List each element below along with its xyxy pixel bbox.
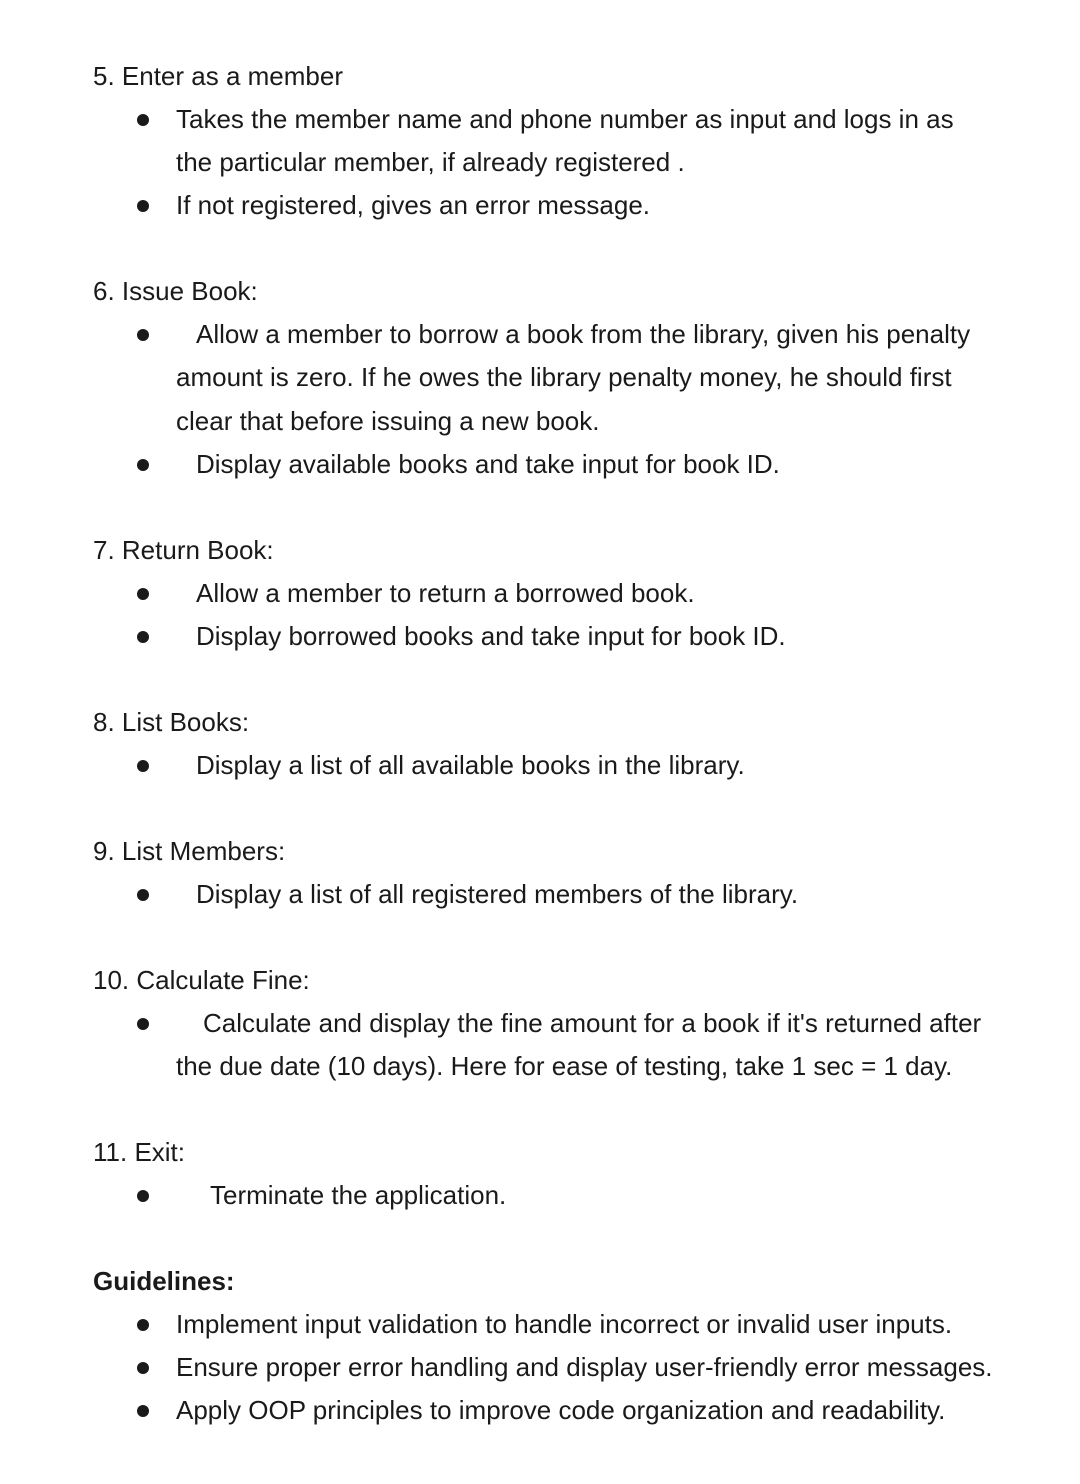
bullet-icon	[137, 329, 149, 341]
guideline-text: Ensure proper error handling and display user-friendly error messages.	[176, 1352, 993, 1382]
section-heading-exit: 11. Exit:	[93, 1137, 186, 1167]
bullet-icon	[137, 889, 149, 901]
bullet-text: Display borrowed books and take input for book ID.	[196, 621, 786, 651]
bullet-icon	[137, 114, 149, 126]
guideline-text: Apply OOP principles to improve code organization and readability.	[176, 1395, 946, 1425]
guideline-text: Implement input validation to handle incorrect or invalid user inputs.	[176, 1309, 953, 1339]
bullet-text: Display a list of all available books in the library.	[196, 750, 745, 780]
bullet-icon	[137, 1319, 149, 1331]
bullet-icon	[137, 631, 149, 643]
section-heading-list-members: 9. List Members:	[93, 836, 286, 866]
bullet-icon	[137, 760, 149, 772]
section-heading-calculate-fine: 10. Calculate Fine:	[93, 965, 310, 995]
bullet-text: Terminate the application.	[210, 1180, 507, 1210]
bullet-text: If not registered, gives an error message.	[176, 190, 651, 220]
bullet-icon	[137, 588, 149, 600]
bullet-text: Display a list of all registered members of the library.	[196, 879, 799, 909]
bullet-text-continuation: amount is zero. If he owes the library penalty money, he should first	[176, 362, 952, 392]
bullet-icon	[137, 1018, 149, 1030]
section-heading-issue-book: 6. Issue Book:	[93, 276, 258, 306]
section-heading-return-book: 7. Return Book:	[93, 535, 274, 565]
bullet-icon	[137, 1190, 149, 1202]
bullet-text: Takes the member name and phone number as input and logs in as	[176, 104, 954, 134]
guidelines-heading: Guidelines:	[93, 1266, 235, 1296]
bullet-text-continuation: the particular member, if already registered .	[176, 147, 685, 177]
bullet-icon	[137, 200, 149, 212]
bullet-icon	[137, 1405, 149, 1417]
bullet-text-continuation: clear that before issuing a new book.	[176, 406, 600, 436]
bullet-text: Allow a member to return a borrowed book.	[196, 578, 695, 608]
bullet-text-continuation: the due date (10 days). Here for ease of testing, take 1 sec = 1 day.	[176, 1051, 953, 1081]
bullet-icon	[137, 459, 149, 471]
section-heading-list-books: 8. List Books:	[93, 707, 250, 737]
bullet-text: Allow a member to borrow a book from the library, given his penalty	[196, 319, 971, 349]
bullet-text: Calculate and display the fine amount for a book if it's returned after	[203, 1008, 982, 1038]
section-heading-enter-member: 5. Enter as a member	[93, 61, 343, 91]
bullet-icon	[137, 1362, 149, 1374]
bullet-text: Display available books and take input for book ID.	[196, 449, 780, 479]
